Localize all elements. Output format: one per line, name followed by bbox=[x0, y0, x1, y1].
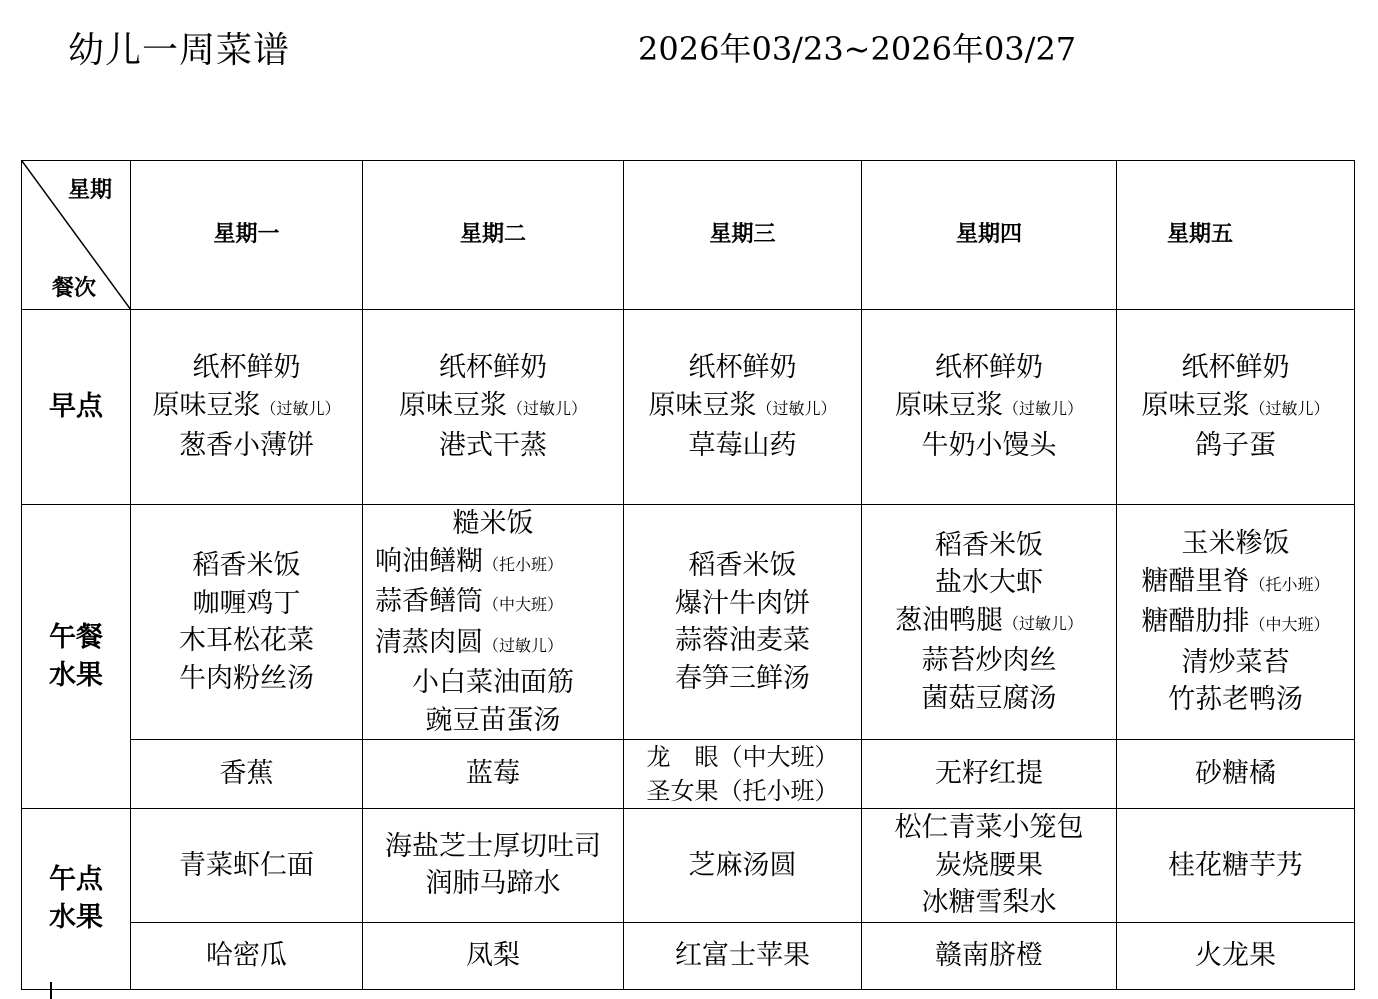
dish: 青菜虾仁面 bbox=[179, 849, 314, 881]
dish: 纸杯鲜奶 bbox=[688, 352, 797, 384]
dish: 蒜香鳝筒（中大班） bbox=[375, 586, 564, 617]
dish: 纸杯鲜奶 bbox=[935, 352, 1043, 384]
year-char: 年 bbox=[719, 30, 752, 68]
dish: 纸杯鲜奶 bbox=[192, 352, 301, 384]
snack-tue bbox=[363, 809, 624, 923]
dish: 原味豆浆（过敏儿） bbox=[1141, 389, 1330, 421]
dish: 原味豆浆（过敏儿） bbox=[894, 389, 1083, 421]
dish: 港式干蒸 bbox=[439, 430, 547, 462]
dish: 纸杯鲜奶 bbox=[1181, 352, 1290, 384]
snack-fruit-wed: 红富士苹果 bbox=[624, 922, 862, 989]
dish: 牛肉粉丝汤 bbox=[179, 662, 314, 694]
note-small-class: （托小班） bbox=[1249, 574, 1330, 594]
page-title: 幼儿一周菜谱 bbox=[68, 30, 291, 71]
lunch-fruit-tue: 蓝莓 bbox=[363, 740, 624, 809]
lunch-fruit-wed bbox=[624, 740, 862, 809]
date-range bbox=[638, 24, 1076, 70]
day-header-mon: 星期一 bbox=[131, 161, 363, 310]
corner-meal-label: 餐次 bbox=[52, 276, 97, 301]
note-big-class: （中大班） bbox=[483, 595, 564, 614]
breakfast-fri bbox=[1117, 310, 1355, 505]
start-month-day: 03/23 bbox=[751, 30, 844, 68]
breakfast-thu bbox=[862, 310, 1117, 505]
dish: 原味豆浆（过敏儿） bbox=[398, 389, 587, 421]
meal-label-snack bbox=[22, 809, 131, 990]
snack-row bbox=[22, 809, 1355, 923]
snack-fruit-row bbox=[22, 922, 1355, 989]
lunch-fruit-fri: 砂糖橘 bbox=[1117, 740, 1355, 809]
dish: 糖醋里脊（托小班） bbox=[1141, 565, 1330, 597]
dish: 蒜蓉油麦菜 bbox=[675, 625, 810, 656]
end-month-day: 03/27 bbox=[983, 30, 1077, 68]
dish: 玉米糁饭 bbox=[1181, 528, 1290, 560]
dish: 纸杯鲜奶 bbox=[439, 352, 547, 384]
snack-fruit-tue: 凤梨 bbox=[363, 922, 624, 989]
start-year: 2026 bbox=[638, 30, 720, 68]
dish: 蒜苔炒肉丝 bbox=[921, 645, 1057, 677]
dish: 葱油鸭腿（过敏儿） bbox=[894, 604, 1083, 636]
day-header-fri: 星期五 bbox=[1117, 161, 1355, 310]
dish: 海盐芝士厚切吐司 bbox=[385, 830, 601, 862]
end-year: 2026 bbox=[870, 30, 952, 68]
dish: 响油鳝糊（托小班） bbox=[375, 545, 564, 577]
lunch-row bbox=[22, 505, 1355, 740]
note-allergy: （过敏儿） bbox=[1002, 613, 1083, 633]
dish: 原味豆浆（过敏儿） bbox=[648, 389, 837, 421]
snack-label: 午点 bbox=[49, 864, 103, 896]
dish: 稻香米饭 bbox=[935, 529, 1043, 561]
meal-label-lunch bbox=[22, 505, 131, 809]
snack-fri bbox=[1117, 809, 1355, 923]
weekly-menu-table bbox=[21, 160, 1355, 990]
dish: 春笋三鲜汤 bbox=[675, 662, 810, 694]
meal-label-breakfast: 早点 bbox=[22, 310, 131, 505]
header-row bbox=[22, 161, 1355, 310]
note-allergy: （过敏儿） bbox=[260, 398, 341, 418]
dish: 爆汁牛肉饼 bbox=[675, 587, 810, 619]
breakfast-wed bbox=[624, 310, 862, 505]
note-small-class: （托小班） bbox=[483, 554, 564, 574]
lunch-label: 午餐 bbox=[49, 622, 103, 653]
snack-mon bbox=[131, 809, 363, 923]
day-header-wed: 星期三 bbox=[624, 161, 862, 310]
dish: 芝麻汤圆 bbox=[688, 849, 797, 881]
lunch-fruit-thu: 无籽红提 bbox=[862, 740, 1117, 809]
dish: 小白菜油面筋 bbox=[412, 667, 574, 698]
dish: 豌豆苗蛋汤 bbox=[425, 704, 561, 736]
date-separator: ~ bbox=[843, 30, 871, 68]
breakfast-tue bbox=[363, 310, 624, 505]
fruit-small-class: 圣女果（托小班） bbox=[646, 777, 839, 805]
dish: 菌菇豆腐汤 bbox=[921, 682, 1057, 714]
dish: 桂花糖芋艿 bbox=[1168, 849, 1303, 881]
note-allergy: （过敏儿） bbox=[506, 398, 587, 418]
dish: 清炒菜苔 bbox=[1181, 646, 1290, 678]
dish: 咖喱鸡丁 bbox=[192, 587, 301, 619]
dish: 木耳松花菜 bbox=[179, 625, 314, 656]
snack-fruit-label: 水果 bbox=[49, 901, 103, 933]
note-allergy: （过敏儿） bbox=[756, 398, 837, 418]
dish: 稻香米饭 bbox=[688, 550, 797, 581]
dish: 牛奶小馒头 bbox=[921, 430, 1057, 462]
year-char-2: 年 bbox=[951, 30, 984, 68]
lunch-tue bbox=[363, 505, 624, 740]
dish: 稻香米饭 bbox=[192, 550, 301, 581]
corner-weekday-label: 星期 bbox=[67, 178, 112, 203]
dish: 糙米饭 bbox=[452, 508, 534, 539]
snack-fruit-fri: 火龙果 bbox=[1117, 922, 1355, 989]
dish: 葱香小薄饼 bbox=[179, 430, 314, 462]
snack-thu bbox=[862, 809, 1117, 923]
lunch-fruit-mon: 香蕉 bbox=[131, 740, 363, 809]
dish: 盐水大虾 bbox=[935, 567, 1043, 599]
corner-cell bbox=[22, 161, 131, 310]
day-header-tue: 星期二 bbox=[363, 161, 624, 310]
note-allergy: （过敏儿） bbox=[483, 635, 564, 655]
dish: 清蒸肉圆（过敏儿） bbox=[375, 626, 564, 658]
snack-fruit-thu: 赣南脐橙 bbox=[862, 922, 1117, 989]
dish: 原味豆浆（过敏儿） bbox=[152, 389, 341, 421]
dish: 草莓山药 bbox=[688, 430, 797, 462]
dish: 炭烧腰果 bbox=[935, 849, 1043, 881]
dish: 松仁青菜小笼包 bbox=[894, 812, 1084, 843]
lunch-fri bbox=[1117, 505, 1355, 740]
dish: 糖醋肋排（中大班） bbox=[1141, 606, 1330, 638]
dish: 润肺马蹄水 bbox=[425, 868, 561, 900]
dish: 冰糖雪梨水 bbox=[921, 887, 1057, 918]
breakfast-row bbox=[22, 310, 1355, 505]
lunch-mon bbox=[131, 505, 363, 740]
note-big-class: （中大班） bbox=[1249, 615, 1330, 635]
breakfast-mon bbox=[131, 310, 363, 505]
lunch-fruit-label: 水果 bbox=[49, 659, 103, 691]
snack-wed bbox=[624, 809, 862, 923]
snack-fruit-mon: 哈密瓜 bbox=[131, 922, 363, 989]
day-header-thu: 星期四 bbox=[862, 161, 1117, 310]
lunch-thu bbox=[862, 505, 1117, 740]
lunch-wed bbox=[624, 505, 862, 740]
dish: 鸽子蛋 bbox=[1195, 430, 1276, 462]
text-cursor bbox=[50, 982, 52, 999]
lunch-fruit-row bbox=[22, 740, 1355, 809]
dish: 竹荪老鸭汤 bbox=[1168, 684, 1303, 716]
note-allergy: （过敏儿） bbox=[1249, 398, 1330, 418]
note-allergy: （过敏儿） bbox=[1002, 398, 1083, 418]
fruit-big-class: 龙 眼（中大班） bbox=[646, 743, 839, 771]
